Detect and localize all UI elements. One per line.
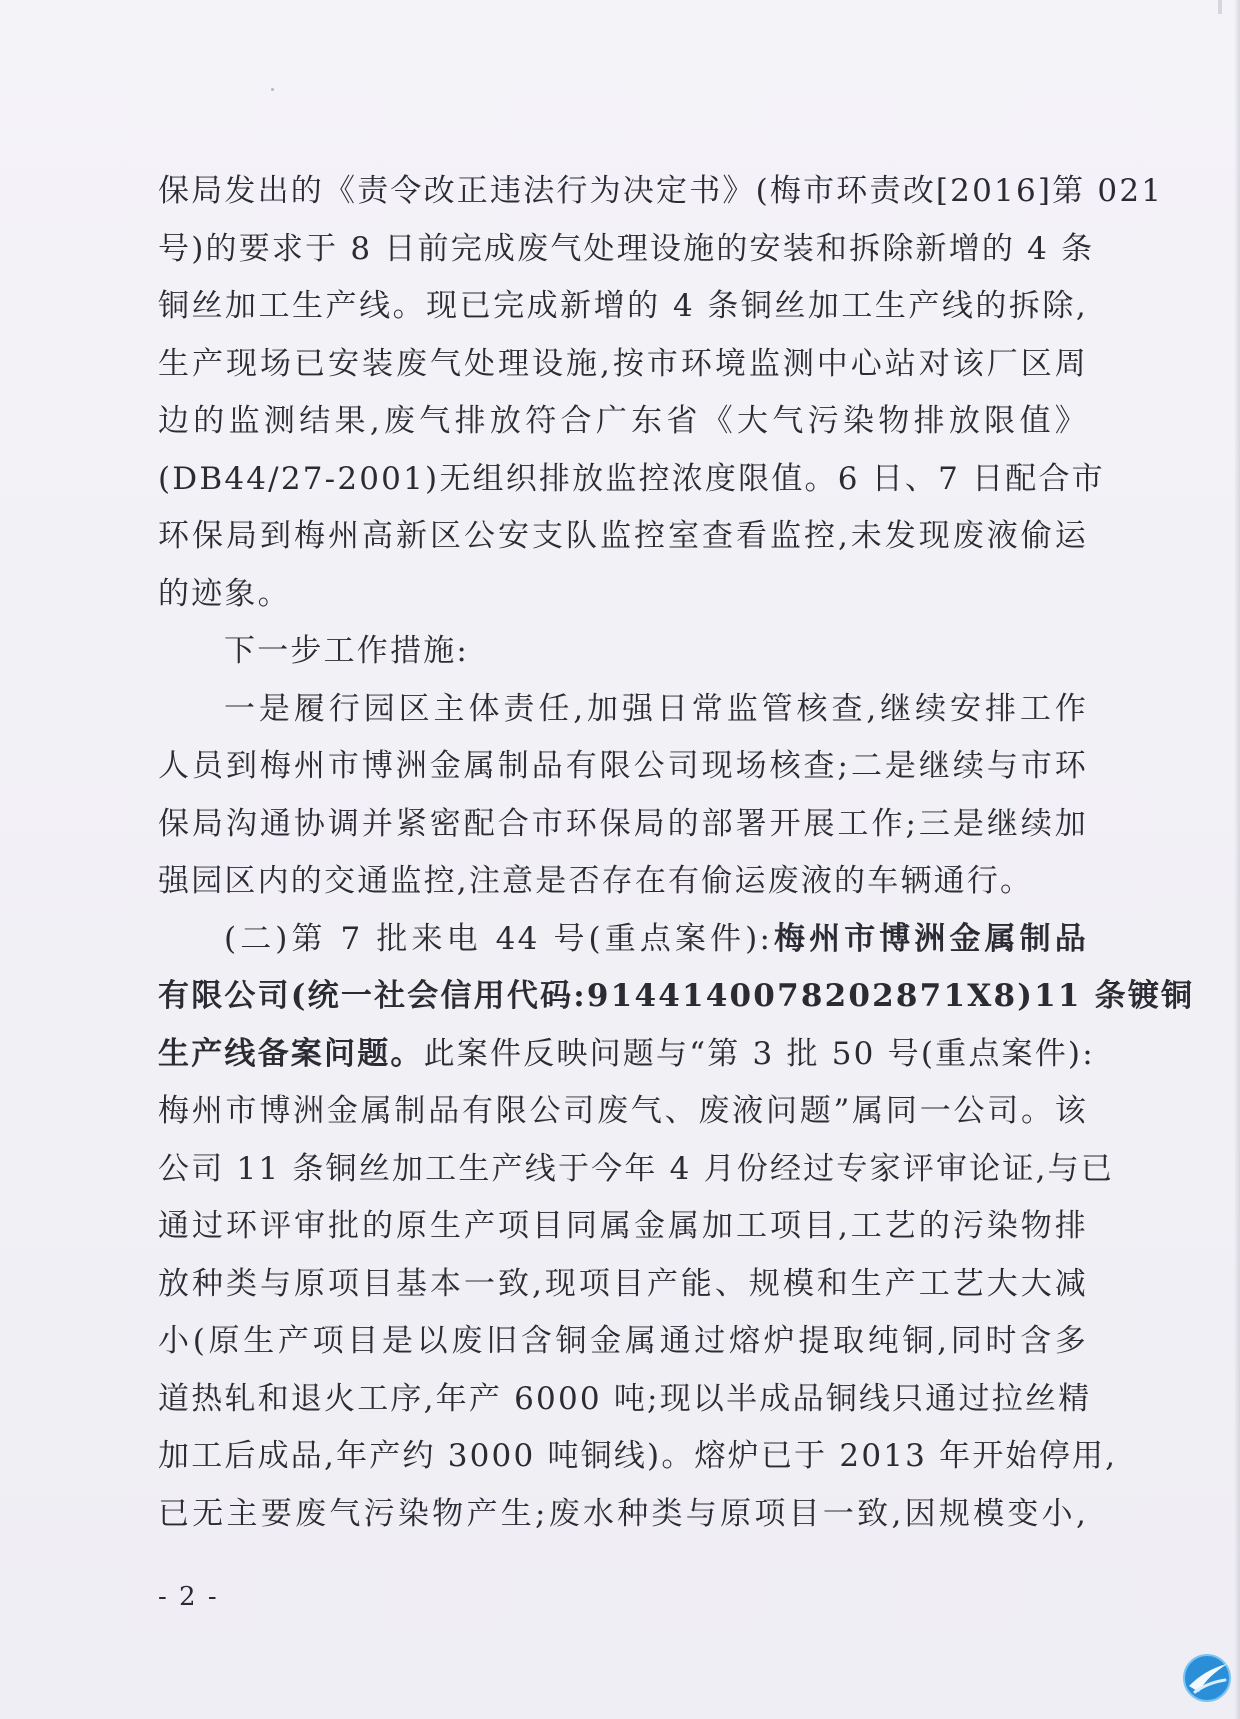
paragraph-line: (DB44/27-2001)无组织排放监控浓度限值。6 日、7 日配合市 [158, 460, 1105, 497]
scan-speck [271, 88, 274, 91]
paragraph-line: 公司 11 条铜丝加工生产线于今年 4 月份经过专家评审论证,与已 [158, 1150, 1115, 1187]
paragraph-line: 号)的要求于 8 日前完成废气处理设施的安装和拆除新增的 4 条 [158, 230, 1095, 267]
paragraph-line: 通过环评审批的原生产项目同属金属加工项目,工艺的污染物排 [158, 1208, 1088, 1244]
case-title-line: 有限公司(统一社会信用代码:9144140078202871X8)11 条镀铜 [158, 978, 1195, 1014]
paragraph-line: 环保局到梅州高新区公安支队监控室查看监控,未发现废液偷运 [158, 518, 1088, 554]
paragraph-line: 保局发出的《责令改正违法行为决定书》(梅市环责改[2016]第 021 [158, 173, 1164, 209]
paragraph-line: 人员到梅州市博洲金属制品有限公司现场核查;二是继续与市环 [158, 748, 1088, 784]
paragraph-line: 放种类与原项目基本一致,现项目产能、规模和生产工艺大大减 [158, 1265, 1088, 1302]
page-number: - 2 - [158, 1582, 219, 1612]
paragraph-line: 边的监测结果,废气排放符合广东省《大气污染物排放限值》 [158, 403, 1088, 439]
paragraph-line: 道热轧和退火工序,年产 6000 吨;现以半成品铜线只通过拉丝精 [158, 1380, 1092, 1417]
case-title-part1: 梅州市博洲金属制品 [772, 920, 1088, 957]
scan-mark [1218, 0, 1222, 14]
paragraph-line: 加工后成品,年产约 3000 吨铜线)。熔炉已于 2013 年开始停用, [158, 1438, 1118, 1474]
swoosh-logo-icon [1181, 1652, 1233, 1704]
paragraph-line: 梅州市博洲金属制品有限公司废气、废液问题”属同一公司。该 [158, 1093, 1088, 1129]
case-heading-line [158, 911, 1088, 969]
page-edge-shadow [1234, 0, 1240, 1719]
section-heading: 下一步工作措施: [224, 633, 470, 669]
paragraph-line: 一是履行园区主体责任,加强日常监管核查,继续安排工作 [224, 690, 1088, 727]
paragraph-line: 的迹象。 [158, 575, 291, 612]
case-intro: (二)第 7 批来电 44 号(重点案件): [224, 920, 773, 957]
paragraph-line: 铜丝加工生产线。现已完成新增的 4 条铜丝加工生产线的拆除, [158, 288, 1088, 324]
paragraph-line: 强园区内的交通监控,注意是否存在有偷运废液的车辆通行。 [158, 863, 1034, 899]
case-text-after-title: 此案件反映问题与“第 3 批 50 号(重点案件): [423, 1035, 1095, 1072]
paragraph-line: 小(原生产项目是以废旧含铜金属通过熔炉提取纯铜,同时含多 [158, 1323, 1088, 1359]
paragraph-line: 已无主要废气污染物产生;废水种类与原项目一致,因规模变小, [158, 1495, 1088, 1532]
case-title-part3: 生产线备案问题。 [158, 1035, 424, 1072]
case-title-end-line [158, 1026, 1095, 1084]
paragraph-line: 生产现场已安装废气处理设施,按市环境监测中心站对该厂区周 [158, 345, 1088, 382]
paragraph-line: 保局沟通协调并紧密配合市环保局的部署开展工作;三是继续加 [158, 805, 1088, 842]
document-body [158, 163, 1195, 1543]
